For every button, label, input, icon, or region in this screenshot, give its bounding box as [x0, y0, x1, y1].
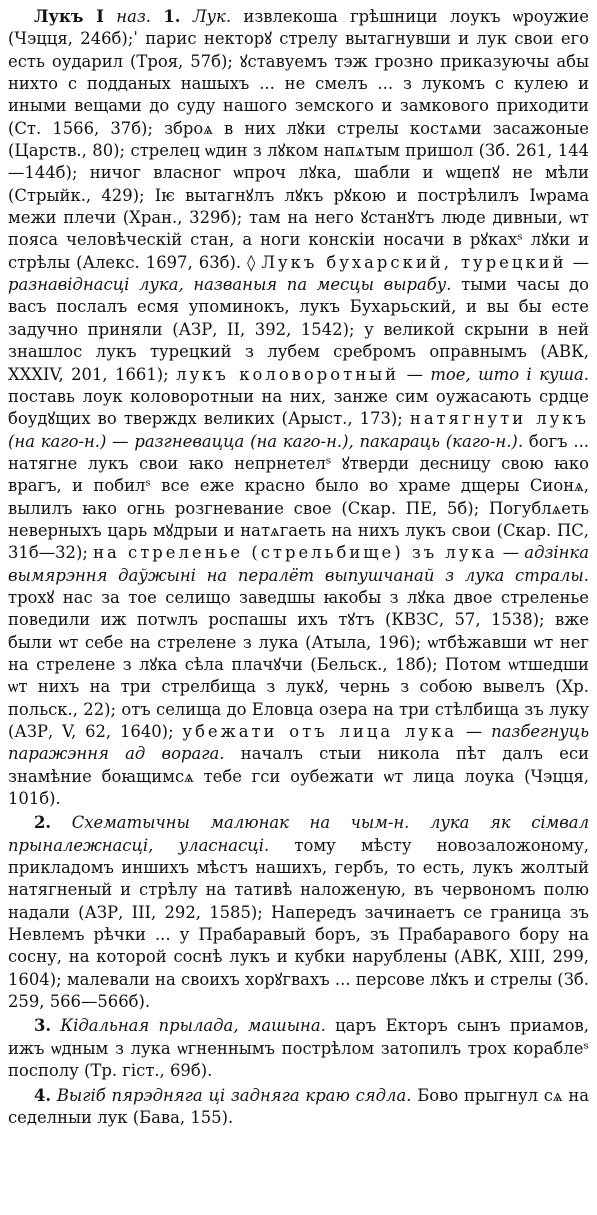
- part-of-speech: наз.: [116, 7, 151, 26]
- sense-quotations: Бово прыгнул сѧ на седелныи лук (Бава, 155).: [8, 1085, 590, 1127]
- sense-quotations: тому мѣсту новозаложоному, прикладомъ иншихъ мѣстъ нашихъ, гербъ, то есть, лукъ жолтый натягненый и стрѣлу на тативѣ наложеную, въ червономъ полю надали (АЗР, III, 292, 1585); Напередъ зачинаетъ се граница зъ Невлемъ рѣчки ... у Прабаравый боръ, зъ Прабаравого бору на сосну, на которой соснѣ лукъ и кубки нарублены (АВК, XIII, 299, 1604); малевали на своихъ хорꙋгвахъ ... персове лꙋкъ и стрелы (Зб. 259, 566—566б).: [8, 835, 589, 1012]
- phrase-definition: — пазбегнуць паражэння ад ворага.: [8, 722, 589, 764]
- phrase-term: лукъ коловоротный: [176, 364, 400, 384]
- phrase-definition: — разнавіднасці лука, названыя па месцы вырабу.: [8, 252, 589, 295]
- phrase-quotations: началъ стыи никола пѣт далъ еси знамѣние боꙗщимсѧ тебе гси оубежати ѡт лица лоука (Чэцця, 101б).: [8, 744, 589, 809]
- sense-gloss: Выгіб пярэдняга ці задняга краю сядла.: [56, 1085, 412, 1105]
- sense-number: 4.: [34, 1085, 52, 1105]
- phrase-term: Лукъ бухарский, турецкий: [261, 252, 567, 272]
- sense-number: 2.: [34, 813, 52, 833]
- sense-quotations: царъ Екторъ сынъ приамов, ижъ ѡдным з лука ѡгненнымъ пострѣлом затопилъ трох кораблеˢ посполу (Тр. гіст., 69б).: [8, 1016, 589, 1081]
- phrase-term: на стреленье (стрельбище) зъ лука: [93, 543, 498, 563]
- phrase-definition: — тое, што і куша.: [406, 364, 590, 384]
- sense-1: [8, 6, 589, 810]
- phrase-definition: (на каго-н.) — разгневацца (на каго-н.), пакараць (каго-н.).: [8, 431, 524, 451]
- sense-gloss: Кідальная прылада, машына.: [60, 1016, 326, 1036]
- sense-number: 3.: [34, 1016, 52, 1036]
- headword: Лукъ І: [34, 7, 104, 26]
- phrase-quotations: поставь лоук коловоротныи на них, занже сим оужасають срдце боудꙋщих во тверждх великих (Арыст., 173);: [8, 386, 589, 429]
- phrase-term: убежати отъ лица лука: [182, 722, 458, 741]
- sense-4: [8, 1085, 589, 1130]
- sense-3: [8, 1015, 589, 1082]
- phrase-quotations: тыми часы до васъ послалъ есмя упоминокъ, лукъ Бухарьский, и вы бы есте задучно приняли (АЗР, II, 392, 1542); у великой скрыни в ней знашлос лукъ турецкий з лубем сребромъ оправнымъ (АВК, XXXIV, 201, 1661);: [8, 275, 589, 384]
- phrase-quotations: трохꙋ нас за тое селищо заведшы ꙗкобы з лꙋка двое стреленье поведили иж потѡлъ роспашы ихъ тꙋтъ (КВЗС, 57, 1538); вже были ѡт себе на стрелене з лука (Атыла, 196); ѡтбѣжавши ѡт нег на стрелене з лꙋка сѣла плачꙋчи (Бельск., 18б); Потом ѡтшедши ѡт нихъ на три стрелбища з лукꙋ, чернь з собою вывелъ (Хр. польск., 22); отъ селища до Еловца озера на три стѣлбища зъ луку (АЗР, V, 62, 1640);: [8, 587, 589, 741]
- sense-gloss: Схематычны малюнак на чым-н. лука як сімвал прыналежнасці, уласнасці.: [8, 813, 590, 855]
- phrase-term: натягнути лукъ: [409, 409, 589, 429]
- phrase-quotations: богъ ... натягне лукъ свои ꙗко непрнетелˢ ꙋтверди десницу свою ꙗко врагъ, и побилˢ все еже красно было во храме дщеры Сионѧ, вылилъ ꙗко огнь розгневание свое (Скар. ПЕ, 5б); Погублѧеть неверныхъ царь мꙋдрыи и натѧгаеть на нихъ лукъ свои (Скар. ПС, 31б—32);: [8, 431, 589, 563]
- sense-number: 1.: [163, 7, 181, 26]
- phrase-definition: — адзінка вымярэння даўжыні на пералёт выпушчанай з лука стралы.: [8, 543, 590, 585]
- sense-gloss: Лук.: [192, 7, 232, 26]
- sense-quotations: извлекоша грѣшници лоукъ ѡроужие (Чэцця, 246б);ˈ парис некторꙋ стрелу вытагнувши и лук свои его есть оударил (Троя, 57б); ꙋставуемъ тэж грозно приказуючы абы нихто с подданых нашыхъ ... не смелъ ... з лукомъ с кулею и иными вещами до суду нашого земского и замкового приходити (Ст. 1566, 37б); зброѧ в них лꙋки стрелы костѧми засажоные (Царств., 80); стрелец ѡдин з лꙋком напѧтым пришол (Зб. 261, 144—144б); ничог власног ѡпроч лꙋка, шабли и ѡщепꙋ не мѣли (Стрыйк., 429); Іѥ вытагнꙋлъ лꙋкъ рꙋкою и пострѣлилъ Іѡрама межи плечи (Хран., 329б); там на него ꙋстанꙋтъ люде дивныи, ѡт пояса человѣческій стан, а ноги конскіи носачи в рꙋкахˢ лꙋки и стрѣлы (Алекс. 1697, 63б). ◊: [8, 7, 589, 272]
- sense-2: [8, 812, 589, 1013]
